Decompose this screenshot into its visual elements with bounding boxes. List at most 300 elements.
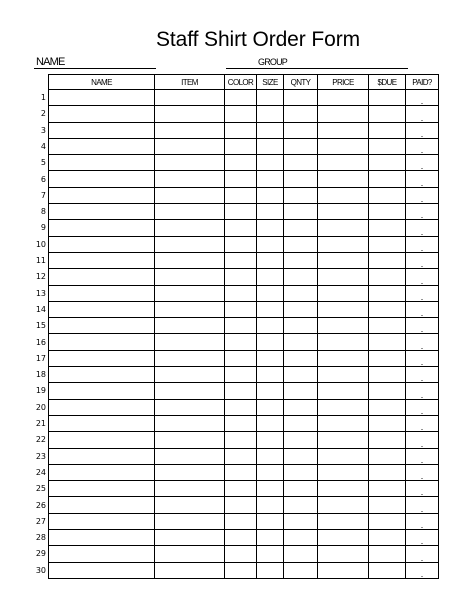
row-number: 17 bbox=[35, 353, 46, 363]
table-row bbox=[49, 432, 439, 448]
qnty-cell[interactable] bbox=[284, 513, 318, 529]
item-cell[interactable] bbox=[155, 204, 225, 220]
name-cell[interactable] bbox=[49, 530, 155, 546]
qnty-cell[interactable] bbox=[284, 334, 318, 350]
row-number: 28 bbox=[35, 533, 46, 543]
item-cell[interactable] bbox=[155, 90, 225, 106]
table-row bbox=[49, 546, 439, 562]
size-cell[interactable] bbox=[257, 138, 284, 154]
size-cell[interactable] bbox=[257, 415, 284, 431]
qnty-cell[interactable] bbox=[284, 367, 318, 383]
row-number: 19 bbox=[35, 386, 46, 396]
table-row bbox=[49, 138, 439, 154]
name-cell[interactable] bbox=[49, 415, 155, 431]
qnty-cell[interactable] bbox=[284, 497, 318, 513]
paid-cell[interactable]: . bbox=[406, 530, 439, 546]
due-cell[interactable] bbox=[369, 415, 406, 431]
name-cell[interactable] bbox=[49, 122, 155, 138]
qnty-cell[interactable] bbox=[284, 399, 318, 415]
due-cell[interactable] bbox=[369, 106, 406, 122]
name-cell[interactable] bbox=[49, 464, 155, 480]
size-cell[interactable] bbox=[257, 171, 284, 187]
price-cell[interactable] bbox=[318, 122, 369, 138]
price-cell[interactable] bbox=[318, 399, 369, 415]
size-cell[interactable] bbox=[257, 285, 284, 301]
qnty-cell[interactable] bbox=[284, 481, 318, 497]
row-number: 6 bbox=[40, 174, 46, 184]
price-cell[interactable] bbox=[318, 464, 369, 480]
color-cell[interactable] bbox=[225, 106, 257, 122]
price-cell[interactable] bbox=[318, 562, 369, 578]
name-cell[interactable] bbox=[49, 301, 155, 317]
due-cell[interactable] bbox=[369, 399, 406, 415]
item-cell[interactable] bbox=[155, 383, 225, 399]
price-cell[interactable] bbox=[318, 432, 369, 448]
due-cell[interactable] bbox=[369, 122, 406, 138]
table-row bbox=[49, 562, 439, 578]
name-cell[interactable] bbox=[49, 220, 155, 236]
paid-cell[interactable]: . bbox=[406, 334, 439, 350]
item-cell[interactable] bbox=[155, 481, 225, 497]
table-row bbox=[49, 350, 439, 366]
name-cell[interactable] bbox=[49, 367, 155, 383]
qnty-cell[interactable] bbox=[284, 285, 318, 301]
color-cell[interactable] bbox=[225, 530, 257, 546]
name-cell[interactable] bbox=[49, 155, 155, 171]
due-cell[interactable] bbox=[369, 530, 406, 546]
color-cell[interactable] bbox=[225, 155, 257, 171]
qnty-cell[interactable] bbox=[284, 432, 318, 448]
table-row bbox=[49, 187, 439, 203]
name-cell[interactable] bbox=[49, 187, 155, 203]
size-cell[interactable] bbox=[257, 432, 284, 448]
item-cell[interactable] bbox=[155, 155, 225, 171]
color-cell[interactable] bbox=[225, 367, 257, 383]
color-cell[interactable] bbox=[225, 350, 257, 366]
price-cell[interactable] bbox=[318, 367, 369, 383]
table-row bbox=[49, 334, 439, 350]
qnty-cell[interactable] bbox=[284, 106, 318, 122]
item-cell[interactable] bbox=[155, 252, 225, 268]
name-cell[interactable] bbox=[49, 269, 155, 285]
paid-cell[interactable]: . bbox=[406, 171, 439, 187]
table-row bbox=[49, 285, 439, 301]
table-row bbox=[49, 252, 439, 268]
item-cell[interactable] bbox=[155, 187, 225, 203]
table-row bbox=[49, 106, 439, 122]
price-cell[interactable] bbox=[318, 415, 369, 431]
paid-cell[interactable]: . bbox=[406, 236, 439, 252]
paid-cell[interactable]: . bbox=[406, 448, 439, 464]
size-cell[interactable] bbox=[257, 464, 284, 480]
color-cell[interactable] bbox=[225, 399, 257, 415]
due-cell[interactable] bbox=[369, 90, 406, 106]
size-cell[interactable] bbox=[257, 318, 284, 334]
paid-cell[interactable]: . bbox=[406, 106, 439, 122]
row-number: 16 bbox=[35, 337, 46, 347]
name-cell[interactable] bbox=[49, 236, 155, 252]
row-number: 15 bbox=[35, 321, 46, 331]
price-cell[interactable] bbox=[318, 350, 369, 366]
item-cell[interactable] bbox=[155, 285, 225, 301]
due-cell[interactable] bbox=[369, 318, 406, 334]
due-cell[interactable] bbox=[369, 448, 406, 464]
qnty-cell[interactable] bbox=[284, 530, 318, 546]
qnty-cell[interactable] bbox=[284, 562, 318, 578]
due-cell[interactable] bbox=[369, 513, 406, 529]
row-number: 21 bbox=[35, 419, 46, 428]
row-number: 13 bbox=[35, 288, 46, 298]
price-cell[interactable] bbox=[318, 497, 369, 513]
paid-cell[interactable]: . bbox=[406, 252, 439, 268]
table-row bbox=[49, 399, 439, 415]
table-row bbox=[49, 301, 439, 317]
qnty-cell[interactable] bbox=[284, 122, 318, 138]
column-header-color: COLOR bbox=[225, 75, 257, 90]
due-cell[interactable] bbox=[369, 432, 406, 448]
item-cell[interactable] bbox=[155, 497, 225, 513]
price-cell[interactable] bbox=[318, 285, 369, 301]
paid-cell[interactable]: . bbox=[406, 122, 439, 138]
color-cell[interactable] bbox=[225, 546, 257, 562]
color-cell[interactable] bbox=[225, 513, 257, 529]
group-field-line[interactable] bbox=[226, 68, 408, 69]
color-cell[interactable] bbox=[225, 383, 257, 399]
name-cell[interactable] bbox=[49, 399, 155, 415]
due-cell[interactable] bbox=[369, 562, 406, 578]
size-cell[interactable] bbox=[257, 481, 284, 497]
due-cell[interactable] bbox=[369, 481, 406, 497]
paid-cell[interactable]: . bbox=[406, 350, 439, 366]
due-cell[interactable] bbox=[369, 301, 406, 317]
table-row bbox=[49, 481, 439, 497]
price-cell[interactable] bbox=[318, 334, 369, 350]
table-row bbox=[49, 171, 439, 187]
size-cell[interactable] bbox=[257, 367, 284, 383]
color-cell[interactable] bbox=[225, 318, 257, 334]
column-header-price: PRICE bbox=[318, 75, 369, 90]
item-cell[interactable] bbox=[155, 171, 225, 187]
due-cell[interactable] bbox=[369, 138, 406, 154]
qnty-cell[interactable] bbox=[284, 350, 318, 366]
item-cell[interactable] bbox=[155, 106, 225, 122]
size-cell[interactable] bbox=[257, 350, 284, 366]
size-cell[interactable] bbox=[257, 497, 284, 513]
paid-cell[interactable]: . bbox=[406, 367, 439, 383]
qnty-cell[interactable] bbox=[284, 187, 318, 203]
size-cell[interactable] bbox=[257, 513, 284, 529]
color-cell[interactable] bbox=[225, 301, 257, 317]
group-label: GROUP bbox=[258, 57, 288, 67]
price-cell[interactable] bbox=[318, 90, 369, 106]
color-cell[interactable] bbox=[225, 220, 257, 236]
table-row bbox=[49, 464, 439, 480]
price-cell[interactable] bbox=[318, 204, 369, 220]
paid-cell[interactable]: . bbox=[406, 301, 439, 317]
qnty-cell[interactable] bbox=[284, 464, 318, 480]
qnty-cell[interactable] bbox=[284, 236, 318, 252]
qnty-cell[interactable] bbox=[284, 155, 318, 171]
color-cell[interactable] bbox=[225, 236, 257, 252]
table-row bbox=[49, 318, 439, 334]
color-cell[interactable] bbox=[225, 285, 257, 301]
row-number: 2 bbox=[40, 109, 46, 119]
color-cell[interactable] bbox=[225, 481, 257, 497]
due-cell[interactable] bbox=[369, 334, 406, 350]
paid-cell[interactable]: . bbox=[406, 546, 439, 562]
qnty-cell[interactable] bbox=[284, 415, 318, 431]
qnty-cell[interactable] bbox=[284, 252, 318, 268]
color-cell[interactable] bbox=[225, 448, 257, 464]
color-cell[interactable] bbox=[225, 415, 257, 431]
due-cell[interactable] bbox=[369, 367, 406, 383]
paid-cell[interactable]: . bbox=[406, 318, 439, 334]
qnty-cell[interactable] bbox=[284, 220, 318, 236]
item-cell[interactable] bbox=[155, 399, 225, 415]
item-cell[interactable] bbox=[155, 138, 225, 154]
color-cell[interactable] bbox=[225, 90, 257, 106]
paid-cell[interactable]: . bbox=[406, 481, 439, 497]
row-number: 14 bbox=[35, 304, 46, 314]
name-cell[interactable] bbox=[49, 106, 155, 122]
paid-cell[interactable]: . bbox=[406, 155, 439, 171]
row-number: 24 bbox=[35, 467, 46, 477]
name-cell[interactable] bbox=[49, 513, 155, 529]
name-cell[interactable] bbox=[49, 171, 155, 187]
item-cell[interactable] bbox=[155, 269, 225, 285]
due-cell[interactable] bbox=[369, 155, 406, 171]
table-row bbox=[49, 367, 439, 383]
price-cell[interactable] bbox=[318, 269, 369, 285]
name-cell[interactable] bbox=[49, 350, 155, 366]
color-cell[interactable] bbox=[225, 138, 257, 154]
row-number: 26 bbox=[35, 500, 46, 510]
price-cell[interactable] bbox=[318, 513, 369, 529]
qnty-cell[interactable] bbox=[284, 546, 318, 562]
due-cell[interactable] bbox=[369, 269, 406, 285]
color-cell[interactable] bbox=[225, 334, 257, 350]
price-cell[interactable] bbox=[318, 318, 369, 334]
paid-cell[interactable]: . bbox=[406, 90, 439, 106]
due-cell[interactable] bbox=[369, 546, 406, 562]
item-cell[interactable] bbox=[155, 546, 225, 562]
item-cell[interactable] bbox=[155, 236, 225, 252]
name-cell[interactable] bbox=[49, 252, 155, 268]
color-cell[interactable] bbox=[225, 562, 257, 578]
row-number: 4 bbox=[40, 141, 46, 151]
item-cell[interactable] bbox=[155, 318, 225, 334]
size-cell[interactable] bbox=[257, 269, 284, 285]
qnty-cell[interactable] bbox=[284, 301, 318, 317]
size-cell[interactable] bbox=[257, 106, 284, 122]
color-cell[interactable] bbox=[225, 432, 257, 448]
row-number: 9 bbox=[40, 223, 46, 233]
paid-cell[interactable]: . bbox=[406, 399, 439, 415]
name-cell[interactable] bbox=[49, 138, 155, 154]
row-number: 20 bbox=[35, 402, 46, 412]
paid-cell[interactable]: . bbox=[406, 187, 439, 203]
row-number: 25 bbox=[35, 484, 46, 494]
row-number: 27 bbox=[35, 516, 46, 526]
item-cell[interactable] bbox=[155, 432, 225, 448]
price-cell[interactable] bbox=[318, 171, 369, 187]
row-number: 18 bbox=[35, 370, 46, 380]
qnty-cell[interactable] bbox=[284, 318, 318, 334]
item-cell[interactable] bbox=[155, 334, 225, 350]
price-cell[interactable] bbox=[318, 448, 369, 464]
price-cell[interactable] bbox=[318, 187, 369, 203]
order-table bbox=[48, 74, 439, 579]
size-cell[interactable] bbox=[257, 399, 284, 415]
name-cell[interactable] bbox=[49, 204, 155, 220]
due-cell[interactable] bbox=[369, 464, 406, 480]
item-cell[interactable] bbox=[155, 367, 225, 383]
page-title: Staff Shirt Order Form bbox=[156, 28, 360, 51]
row-number: 10 bbox=[35, 239, 46, 249]
table-row bbox=[49, 155, 439, 171]
color-cell[interactable] bbox=[225, 204, 257, 220]
qnty-cell[interactable] bbox=[284, 90, 318, 106]
price-cell[interactable] bbox=[318, 301, 369, 317]
item-cell[interactable] bbox=[155, 530, 225, 546]
column-header-size: SIZE bbox=[257, 75, 284, 90]
color-cell[interactable] bbox=[225, 464, 257, 480]
due-cell[interactable] bbox=[369, 204, 406, 220]
item-cell[interactable] bbox=[155, 415, 225, 431]
size-cell[interactable] bbox=[257, 383, 284, 399]
size-cell[interactable] bbox=[257, 530, 284, 546]
item-cell[interactable] bbox=[155, 350, 225, 366]
price-cell[interactable] bbox=[318, 481, 369, 497]
qnty-cell[interactable] bbox=[284, 383, 318, 399]
paid-cell[interactable]: . bbox=[406, 415, 439, 431]
paid-cell[interactable]: . bbox=[406, 269, 439, 285]
table-row bbox=[49, 383, 439, 399]
paid-cell[interactable]: . bbox=[406, 138, 439, 154]
size-cell[interactable] bbox=[257, 90, 284, 106]
table-row bbox=[49, 122, 439, 138]
paid-cell[interactable]: . bbox=[406, 285, 439, 301]
table-row bbox=[49, 497, 439, 513]
paid-cell[interactable]: . bbox=[406, 562, 439, 578]
header-row bbox=[49, 75, 439, 90]
size-cell[interactable] bbox=[257, 334, 284, 350]
price-cell[interactable] bbox=[318, 155, 369, 171]
color-cell[interactable] bbox=[225, 171, 257, 187]
price-cell[interactable] bbox=[318, 252, 369, 268]
name-cell[interactable] bbox=[49, 497, 155, 513]
size-cell[interactable] bbox=[257, 562, 284, 578]
table-row bbox=[49, 204, 439, 220]
qnty-cell[interactable] bbox=[284, 204, 318, 220]
item-cell[interactable] bbox=[155, 513, 225, 529]
name-cell[interactable] bbox=[49, 546, 155, 562]
row-number: 3 bbox=[40, 125, 46, 135]
name-cell[interactable] bbox=[49, 383, 155, 399]
qnty-cell[interactable] bbox=[284, 138, 318, 154]
column-header-due: $DUE bbox=[369, 75, 406, 90]
color-cell[interactable] bbox=[225, 269, 257, 285]
row-number: 7 bbox=[40, 190, 46, 200]
paid-cell[interactable]: . bbox=[406, 464, 439, 480]
size-cell[interactable] bbox=[257, 204, 284, 220]
paid-cell[interactable]: . bbox=[406, 513, 439, 529]
due-cell[interactable] bbox=[369, 187, 406, 203]
row-number: 12 bbox=[35, 272, 46, 282]
name-cell[interactable] bbox=[49, 90, 155, 106]
due-cell[interactable] bbox=[369, 252, 406, 268]
paid-cell[interactable]: . bbox=[406, 383, 439, 399]
size-cell[interactable] bbox=[257, 122, 284, 138]
size-cell[interactable] bbox=[257, 448, 284, 464]
column-header-paid: PAID? bbox=[406, 75, 439, 90]
name-cell[interactable] bbox=[49, 432, 155, 448]
size-cell[interactable] bbox=[257, 252, 284, 268]
size-cell[interactable] bbox=[257, 546, 284, 562]
size-cell[interactable] bbox=[257, 220, 284, 236]
price-cell[interactable] bbox=[318, 106, 369, 122]
name-cell[interactable] bbox=[49, 285, 155, 301]
price-cell[interactable] bbox=[318, 236, 369, 252]
name-cell[interactable] bbox=[49, 448, 155, 464]
color-cell[interactable] bbox=[225, 187, 257, 203]
row-number: 23 bbox=[35, 451, 46, 461]
table-row bbox=[49, 448, 439, 464]
table-row bbox=[49, 269, 439, 285]
due-cell[interactable] bbox=[369, 285, 406, 301]
item-cell[interactable] bbox=[155, 448, 225, 464]
due-cell[interactable] bbox=[369, 236, 406, 252]
color-cell[interactable] bbox=[225, 252, 257, 268]
name-cell[interactable] bbox=[49, 562, 155, 578]
item-cell[interactable] bbox=[155, 464, 225, 480]
due-cell[interactable] bbox=[369, 383, 406, 399]
item-cell[interactable] bbox=[155, 122, 225, 138]
name-cell[interactable] bbox=[49, 318, 155, 334]
size-cell[interactable] bbox=[257, 301, 284, 317]
name-cell[interactable] bbox=[49, 334, 155, 350]
paid-cell[interactable]: . bbox=[406, 220, 439, 236]
qnty-cell[interactable] bbox=[284, 269, 318, 285]
due-cell[interactable] bbox=[369, 350, 406, 366]
due-cell[interactable] bbox=[369, 171, 406, 187]
paid-cell[interactable]: . bbox=[406, 204, 439, 220]
item-cell[interactable] bbox=[155, 220, 225, 236]
price-cell[interactable] bbox=[318, 530, 369, 546]
price-cell[interactable] bbox=[318, 383, 369, 399]
item-cell[interactable] bbox=[155, 562, 225, 578]
column-header-item: ITEM bbox=[155, 75, 225, 90]
price-cell[interactable] bbox=[318, 220, 369, 236]
color-cell[interactable] bbox=[225, 497, 257, 513]
size-cell[interactable] bbox=[257, 236, 284, 252]
paid-cell[interactable]: . bbox=[406, 497, 439, 513]
qnty-cell[interactable] bbox=[284, 171, 318, 187]
item-cell[interactable] bbox=[155, 301, 225, 317]
due-cell[interactable] bbox=[369, 220, 406, 236]
size-cell[interactable] bbox=[257, 155, 284, 171]
price-cell[interactable] bbox=[318, 546, 369, 562]
qnty-cell[interactable] bbox=[284, 448, 318, 464]
name-cell[interactable] bbox=[49, 481, 155, 497]
price-cell[interactable] bbox=[318, 138, 369, 154]
due-cell[interactable] bbox=[369, 497, 406, 513]
size-cell[interactable] bbox=[257, 187, 284, 203]
name-field-line[interactable] bbox=[34, 68, 156, 69]
color-cell[interactable] bbox=[225, 122, 257, 138]
row-number: 30 bbox=[35, 565, 46, 575]
paid-cell[interactable]: . bbox=[406, 432, 439, 448]
